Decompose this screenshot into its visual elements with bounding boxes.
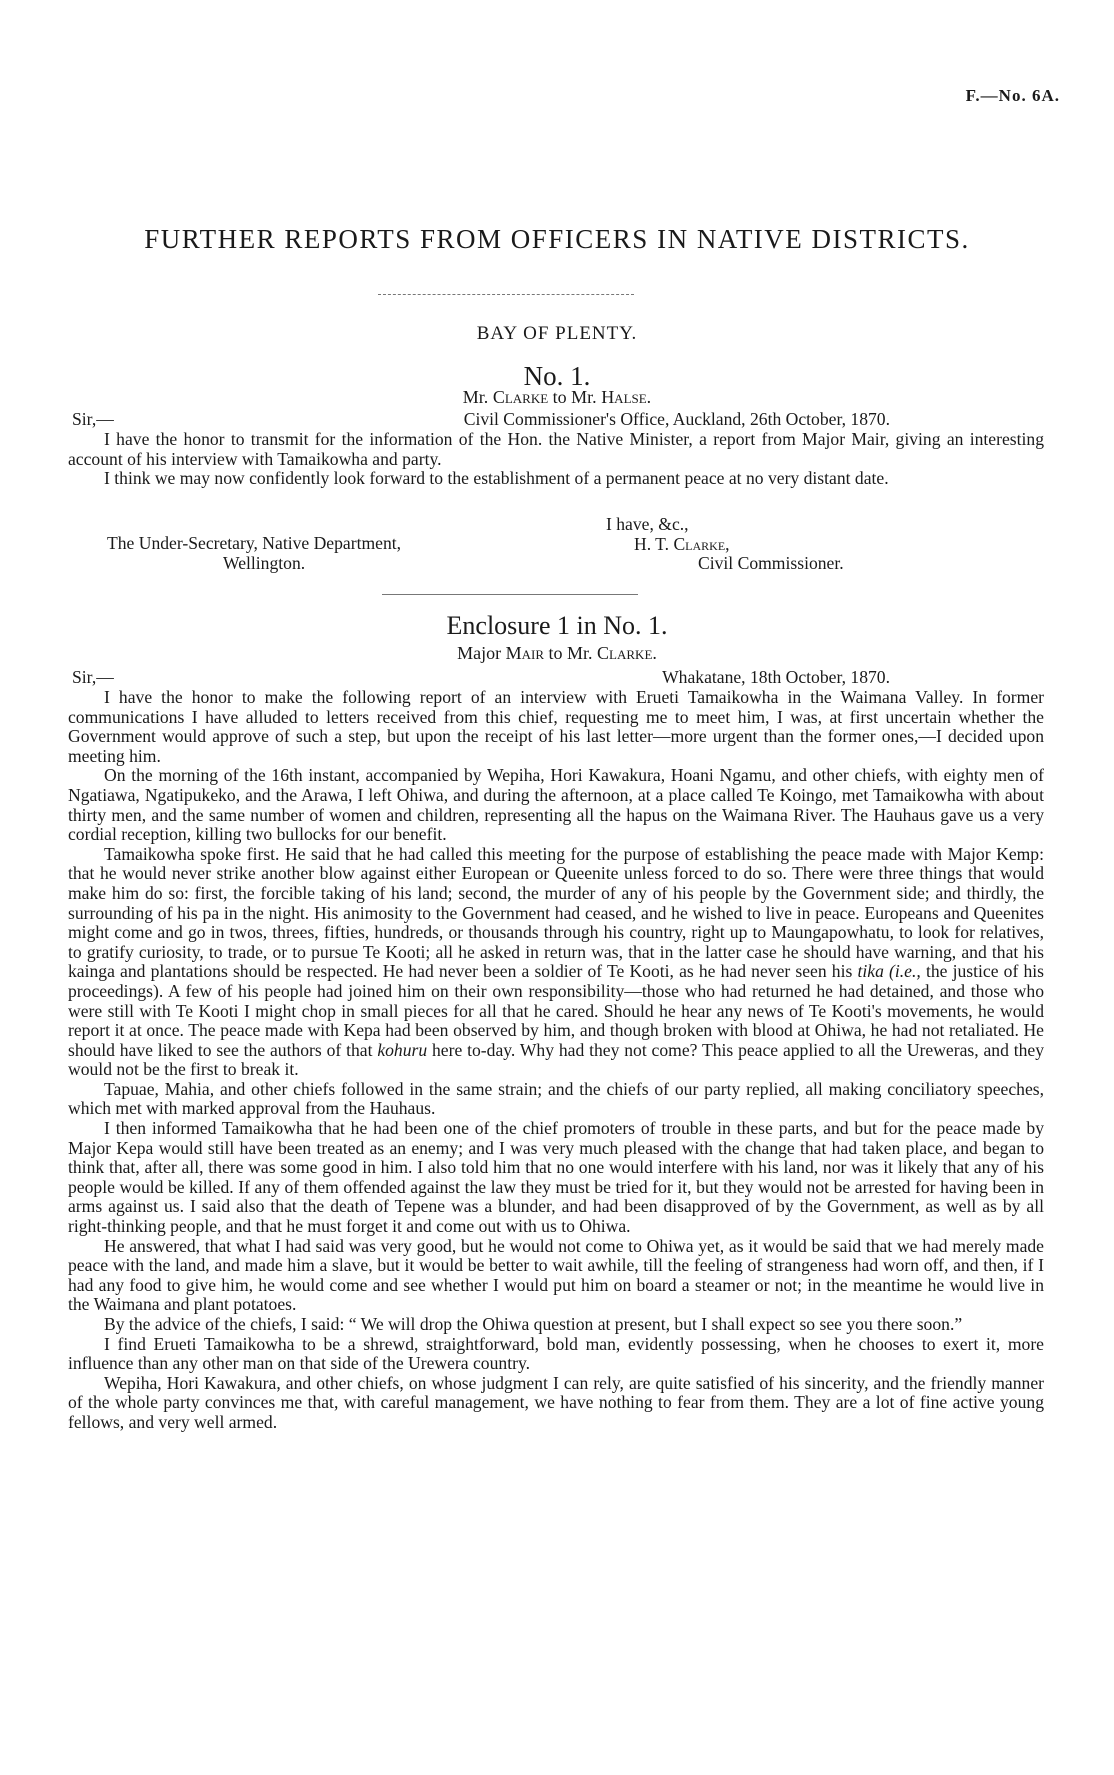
paragraph-text: Tamaikowha spoke first. He said that he had called this meeting for the purpose of establishing the peace made with Major Kemp: that he would never strike another blow against either European or Queenite unless forced to do so. There were three things that would make him do so: first, the forcible taking of his land; second, the murder of any of his people by the Government side; and thirdly, the surrounding of his pa in the night. His animosity to the Government had ceased, and he wished to live in peace. Europeans and Queenites might come and go in twos, threes, fifties, hundreds, or thousands through his country, right up to Maungapowhatu, to look for relatives, to gratify curiosity, to trade, or to pursue Te Kooti; all he asked in return was, that in the latter case he should have warning, and that his kainga and plantations should be respected. He had never been a soldier of Te Kooti, as he had never seen his — [68, 843, 1044, 982]
page-reference: F.—No. 6A. — [965, 86, 1060, 105]
paragraph: I have the honor to transmit for the information of the Hon. the Native Minister, a report from Major Mair, giving an interesting account of his interview with Tamaikowha and party. — [68, 429, 1044, 469]
signer-initials: H. T. — [634, 533, 670, 554]
paragraph: I find Erueti Tamaikowha to be a shrewd, straightforward, bold man, evidently possessing, when he chooses to exert it, more influence than any other man on that side of the Urewera country. — [68, 1333, 1044, 1374]
to-name: Clarke. — [597, 643, 657, 663]
from-prefix: Mr. — [462, 387, 489, 407]
abbreviation: (i.e., — [889, 961, 921, 982]
maori-term: kohuru — [377, 1039, 428, 1060]
signer — [606, 535, 844, 555]
signer-name: Clarke, — [673, 533, 730, 554]
addressee-line: The Under-Secretary, Native Department, — [107, 533, 402, 553]
paragraph: I then informed Tamaikowha that he had been one of the chief promoters of trouble in these parts, and but for the peace made by Major Kepa would still have been treated as an enemy; and I was very much pleased with the change that had taken place, and began to think that, after all, there was some good in him. I also told him that no one would interfere with his land, nor was it likely that any of his people would be killed. If any of them offended against the law they must be tried for it, but they would not be arrested for having been in arms against us. I said also that the death of Tepene was a blunder, and had been disapproved of by the Government, as well as by all right-thinking people, and that he must forget it and come out with us to Ohiwa. — [68, 1118, 1044, 1237]
salutation: Sir,— — [72, 409, 114, 429]
to-word: to — [552, 387, 567, 407]
from-name: Mair — [505, 643, 545, 663]
paragraph: Tapuae, Mahia, and other chiefs followed in the same strain; and the chiefs of our party replied, all making conciliatory speeches, which met with marked approval from the Hauhaus. — [68, 1078, 1044, 1119]
from-name: Clarke — [492, 387, 549, 407]
to-prefix: Mr. — [571, 387, 597, 407]
paragraph — [68, 845, 1044, 1080]
section-heading: BAY OF PLENTY. — [476, 323, 638, 344]
to-name: Halse. — [601, 387, 652, 407]
paragraph: On the morning of the 16th instant, accompanied by Wepiha, Hori Kawakura, Hoani Ngamu, and other chiefs, with eighty men of Ngatiawa, Ngatipukeko, and the Arawa, I left Ohiwa, and during the afternoon, at a place called Te Koingo, met Tamaikowha with about thirty men, and the same number of women and children, representing all the hapus on the Waimana River. The Hauhaus gave us a very cordial reception, killing two bullocks for our benefit. — [68, 765, 1044, 845]
paragraph-text: the justice of his proceedings). A few of his people had joined him on their own responsibility—those who had returned he had detained, and those who were still with Te Kooti I might chop in small pieces for all that he cared. Should he hear any news of Te Kooti's movements, he would report it at once. The peace made with Kepa had been observed by him, and though broken with blood at Ohiwa, he had not retaliated. He should have liked to see the authors of that — [68, 961, 1044, 1060]
paragraph: Wepiha, Hori Kawakura, and other chiefs, on whose judgment I can rely, are quite satisfied of his sincerity, and the friendly manner of the whole party convinces me that, with careful management, we have nothing to fear from them. They are a lot of fine active young fellows, and very well armed. — [68, 1372, 1044, 1432]
enclosure-body — [68, 688, 1044, 1433]
document-title: FURTHER REPORTS FROM OFFICERS IN NATIVE DISTRICTS. — [144, 224, 970, 254]
addressee-line: Wellington. — [223, 552, 306, 573]
maori-term: tika — [857, 961, 884, 982]
salutation: Sir,— — [72, 667, 114, 687]
signature-block — [606, 515, 844, 574]
paragraph-text: here to-day. Why had they not come? This peace applied to all the Ureweras, and they would not be the first to break it. — [68, 1039, 1044, 1080]
dateline: Civil Commissioner's Office, Auckland, 26th October, 1870. — [463, 409, 890, 429]
divider — [378, 294, 634, 295]
to-word: to — [548, 643, 563, 663]
enclosure-heading: Enclosure 1 in No. 1. — [446, 611, 668, 640]
letter-body — [68, 430, 1044, 489]
closing: I have, &c., — [606, 514, 689, 534]
correspondents — [0, 643, 1114, 664]
to-prefix: Mr. — [567, 643, 593, 663]
addressee — [107, 534, 401, 573]
letter-number: No. 1. — [523, 361, 591, 391]
paragraph: By the advice of the chiefs, I said: “ We will drop the Ohiwa question at present, but I shall expect so see you there soon.” — [104, 1314, 963, 1334]
paragraph: He answered, that what I had said was very good, but he would not come to Ohiwa yet, as it would be said that we had merely made peace with the land, and made him a slave, but it would be better to wait awhile, till the feeling of strangeness had worn off, and then, if I had any food to give him, he would come and see whether I would put him on board a steamer or not; in the meantime he would live in the Waimana and plant potatoes. — [68, 1235, 1044, 1315]
paragraph: I think we may now confidently look forward to the establishment of a permanent peace at no very distant date. — [104, 468, 889, 489]
paragraph: I have the honor to make the following report of an interview with Erueti Tamaikowha in the Waimana Valley. In former communications I have alluded to letters received from this chief, requesting me to meet him, I was, at first uncertain whether the Government would approve of such a step, but upon the receipt of his last letter—more urgent than the former ones,—I decided upon meeting him. — [68, 687, 1044, 766]
divider — [382, 594, 638, 595]
correspondents — [0, 387, 1114, 408]
dateline: Whakatane, 18th October, 1870. — [662, 667, 890, 687]
from-prefix: Major — [457, 643, 502, 663]
signer-title: Civil Commissioner. — [698, 553, 844, 573]
